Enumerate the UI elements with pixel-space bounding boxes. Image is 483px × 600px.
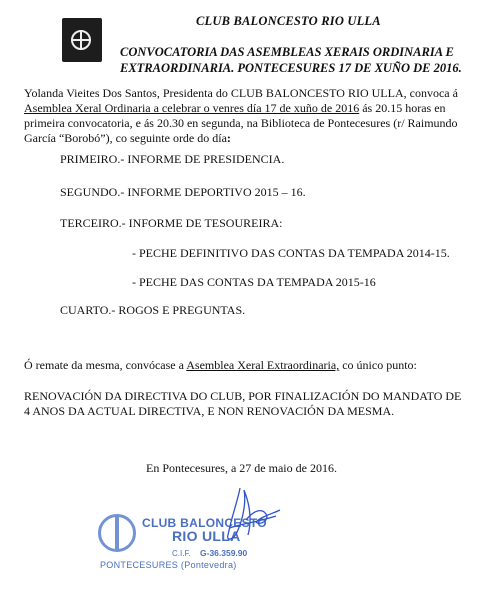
agenda-item-4: CUARTO.- ROGOS E PREGUNTAS. (60, 303, 246, 317)
stamp-cif-label: C.I.F. (172, 549, 191, 558)
club-logo (62, 18, 102, 62)
agenda-item-1: PRIMEIRO.- INFORME DE PRESIDENCIA. (60, 152, 285, 166)
agenda-item-3: TERCEIRO.- INFORME DE TESOUREIRA: (60, 216, 283, 230)
stamp-town: PONTECESURES (Pontevedra) (100, 560, 237, 570)
document-title: CLUB BALONCESTO RIO ULLA (196, 14, 381, 28)
extraordinary-assembly-link: Asemblea Xeral Extraordinaria, (186, 358, 340, 372)
extraordinary-paragraph (24, 358, 469, 373)
basketball-icon (71, 30, 91, 50)
intro-colon: : (226, 131, 231, 145)
ordinary-assembly-link: Asemblea Xeral Ordinaria a celebrar o venres día 17 de xuño de 2016 (24, 101, 360, 115)
intro-text-2: ás 20.15 horas en primeira convocatoria, e ás 20.30 en segunda, na Biblioteca de Pontecesures (r/ Raimundo García “Borobó”), co seguinte orde do día (24, 101, 458, 145)
document-subtitle: CONVOCATORIA DAS ASEMBLEAS XERAIS ORDINARIA E EXTRAORDINARIA. PONTECESURES 17 DE XUÑO DE 2016. (120, 45, 462, 75)
stamp-cif-value: G-36.359.90 (200, 548, 248, 558)
remate-text-2: co único punto: (339, 358, 417, 372)
agenda-subitem-2: - PECHE DAS CONTAS DA TEMPADA 2015-16 (132, 275, 376, 289)
intro-paragraph (24, 86, 464, 146)
agenda-item-2: SEGUNDO.- INFORME DEPORTIVO 2015 – 16. (60, 185, 306, 199)
stamp-logo-icon (98, 514, 136, 552)
renovation-paragraph: RENOVACIÓN DA DIRECTIVA DO CLUB, POR FINALIZACIÓN DO MANDATO DE 4 ANOS DA ACTUAL DIRECTIVA, E NON RENOVACIÓN DA MESMA. (24, 389, 462, 418)
stamp-name-1: CLUB BALONCESTO (142, 516, 267, 530)
intro-text-1: Yolanda Vieites Dos Santos, Presidenta do CLUB BALONCESTO RIO ULLA, convoca á (24, 86, 458, 100)
handwritten-signature (210, 480, 290, 550)
stamp-name-2: RIO ULLA (172, 528, 241, 544)
agenda-subitem-1: - PECHE DEFINITIVO DAS CONTAS DA TEMPADA 2014-15. (132, 246, 450, 260)
date-line: En Pontecesures, a 27 de maio de 2016. (146, 461, 337, 475)
remate-text-1: Ó remate da mesma, convócase a (24, 358, 187, 372)
